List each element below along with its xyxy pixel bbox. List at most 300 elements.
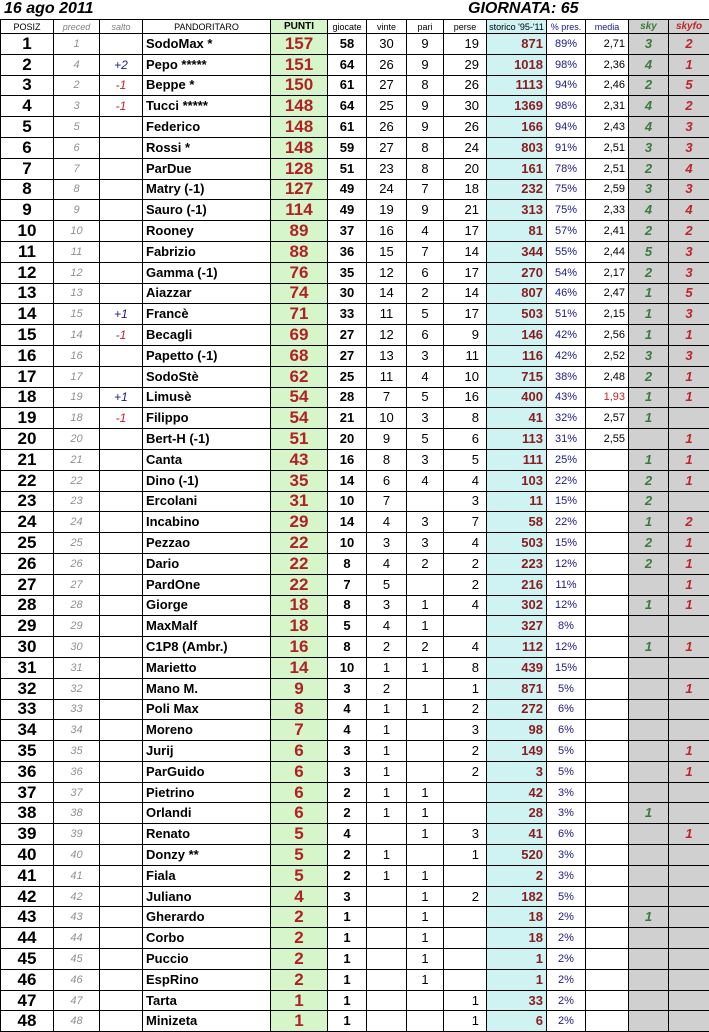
- cell-played: 1: [328, 949, 367, 970]
- cell-historic: 161: [487, 158, 547, 179]
- table-row: [1, 429, 709, 450]
- cell-previous-position: 44: [54, 928, 100, 949]
- cell-player-name: Incabino: [143, 512, 271, 533]
- cell-position: 11: [1, 241, 54, 262]
- cell-lost: [444, 803, 487, 824]
- cell-presence: 3%: [547, 782, 586, 803]
- cell-position-change: [100, 969, 143, 990]
- cell-points: 22: [271, 533, 328, 554]
- cell-skyfo: 1: [669, 429, 709, 450]
- cell-average: [586, 886, 629, 907]
- table-row: [1, 969, 709, 990]
- cell-historic: 327: [487, 616, 547, 637]
- cell-won: 9: [367, 429, 407, 450]
- cell-skyfo: 1: [669, 553, 709, 574]
- cell-played: 64: [328, 96, 367, 117]
- cell-played: 61: [328, 117, 367, 138]
- table-row: [1, 637, 709, 658]
- cell-played: 10: [328, 657, 367, 678]
- cell-presence: 43%: [547, 387, 586, 408]
- header-salto: salto: [100, 20, 143, 34]
- cell-position-change: [100, 262, 143, 283]
- cell-drawn: 1: [407, 928, 444, 949]
- cell-points: 4: [271, 886, 328, 907]
- cell-presence: 78%: [547, 158, 586, 179]
- cell-historic: 42: [487, 782, 547, 803]
- cell-points: 71: [271, 304, 328, 325]
- cell-presence: 54%: [547, 262, 586, 283]
- cell-position-change: -1: [100, 325, 143, 346]
- cell-sky: [629, 761, 669, 782]
- cell-position: 23: [1, 491, 54, 512]
- cell-player-name: MaxMalf: [143, 616, 271, 637]
- cell-lost: 3: [444, 491, 487, 512]
- cell-presence: 2%: [547, 907, 586, 928]
- cell-sky: 2: [629, 221, 669, 242]
- cell-historic: 2: [487, 865, 547, 886]
- cell-previous-position: 4: [54, 54, 100, 75]
- cell-points: 7: [271, 720, 328, 741]
- cell-lost: 16: [444, 387, 487, 408]
- cell-lost: 8: [444, 657, 487, 678]
- cell-player-name: SodoMax *: [143, 34, 271, 55]
- cell-lost: 3: [444, 720, 487, 741]
- cell-previous-position: 28: [54, 595, 100, 616]
- header-skyfo: skyfo: [669, 20, 709, 34]
- cell-position: 44: [1, 928, 54, 949]
- cell-played: 4: [328, 720, 367, 741]
- cell-skyfo: 3: [669, 304, 709, 325]
- cell-played: 10: [328, 491, 367, 512]
- cell-presence: 89%: [547, 34, 586, 55]
- cell-skyfo: [669, 616, 709, 637]
- cell-lost: 1: [444, 990, 487, 1011]
- cell-presence: 2%: [547, 1011, 586, 1032]
- cell-skyfo: 1: [669, 637, 709, 658]
- cell-player-name: Pietrino: [143, 782, 271, 803]
- cell-position: 48: [1, 1011, 54, 1032]
- cell-position-change: [100, 533, 143, 554]
- cell-lost: 2: [444, 699, 487, 720]
- cell-sky: 1: [629, 512, 669, 533]
- cell-won: 7: [367, 491, 407, 512]
- cell-player-name: Tucci *****: [143, 96, 271, 117]
- cell-presence: 11%: [547, 574, 586, 595]
- cell-skyfo: 1: [669, 387, 709, 408]
- cell-historic: 232: [487, 179, 547, 200]
- cell-presence: 31%: [547, 429, 586, 450]
- cell-presence: 5%: [547, 741, 586, 762]
- table-row: [1, 553, 709, 574]
- cell-position: 5: [1, 117, 54, 138]
- cell-sky: [629, 845, 669, 866]
- cell-position-change: [100, 449, 143, 470]
- cell-presence: 91%: [547, 137, 586, 158]
- cell-won: 12: [367, 262, 407, 283]
- header-storico: storico '95-'11: [487, 20, 547, 34]
- table-row: [1, 865, 709, 886]
- cell-sky: 3: [629, 179, 669, 200]
- cell-historic: 272: [487, 699, 547, 720]
- cell-skyfo: 3: [669, 262, 709, 283]
- cell-won: 16: [367, 221, 407, 242]
- cell-presence: 2%: [547, 928, 586, 949]
- cell-played: 64: [328, 54, 367, 75]
- cell-presence: 75%: [547, 200, 586, 221]
- cell-skyfo: [669, 803, 709, 824]
- cell-player-name: Francè: [143, 304, 271, 325]
- cell-won: 26: [367, 54, 407, 75]
- cell-position-change: [100, 574, 143, 595]
- cell-presence: 12%: [547, 637, 586, 658]
- cell-played: 3: [328, 741, 367, 762]
- cell-won: 12: [367, 325, 407, 346]
- cell-sky: [629, 949, 669, 970]
- cell-player-name: Renato: [143, 824, 271, 845]
- cell-played: 51: [328, 158, 367, 179]
- cell-won: 1: [367, 845, 407, 866]
- cell-played: 2: [328, 865, 367, 886]
- cell-historic: 216: [487, 574, 547, 595]
- header-posiz: POSIZ: [1, 20, 54, 34]
- cell-sky: 2: [629, 553, 669, 574]
- cell-played: 8: [328, 595, 367, 616]
- cell-skyfo: [669, 928, 709, 949]
- cell-historic: 1: [487, 969, 547, 990]
- cell-historic: 3: [487, 761, 547, 782]
- cell-drawn: [407, 491, 444, 512]
- cell-position: 2: [1, 54, 54, 75]
- cell-lost: 14: [444, 283, 487, 304]
- cell-drawn: 3: [407, 345, 444, 366]
- cell-previous-position: 37: [54, 782, 100, 803]
- cell-average: 2,47: [586, 283, 629, 304]
- table-row: [1, 75, 709, 96]
- cell-player-name: Rossi *: [143, 137, 271, 158]
- cell-player-name: Sauro (-1): [143, 200, 271, 221]
- cell-average: [586, 533, 629, 554]
- cell-position-change: [100, 949, 143, 970]
- cell-drawn: 1: [407, 699, 444, 720]
- cell-position: 14: [1, 304, 54, 325]
- cell-skyfo: 2: [669, 221, 709, 242]
- cell-average: [586, 699, 629, 720]
- cell-position: 46: [1, 969, 54, 990]
- cell-lost: 4: [444, 637, 487, 658]
- cell-sky: [629, 699, 669, 720]
- cell-position: 32: [1, 678, 54, 699]
- cell-skyfo: 3: [669, 117, 709, 138]
- table-row: [1, 241, 709, 262]
- cell-previous-position: 18: [54, 408, 100, 429]
- cell-position: 30: [1, 637, 54, 658]
- cell-drawn: 1: [407, 865, 444, 886]
- table-row: [1, 366, 709, 387]
- cell-played: 14: [328, 512, 367, 533]
- cell-average: 2,15: [586, 304, 629, 325]
- table-row: [1, 616, 709, 637]
- cell-sky: 1: [629, 907, 669, 928]
- cell-player-name: Federico: [143, 117, 271, 138]
- cell-player-name: ParGuido: [143, 761, 271, 782]
- cell-average: 2,44: [586, 241, 629, 262]
- cell-drawn: 3: [407, 449, 444, 470]
- cell-position: 21: [1, 449, 54, 470]
- cell-previous-position: 22: [54, 470, 100, 491]
- cell-points: 22: [271, 574, 328, 595]
- cell-played: 28: [328, 387, 367, 408]
- cell-player-name: Orlandi: [143, 803, 271, 824]
- table-row: [1, 34, 709, 55]
- cell-drawn: 2: [407, 637, 444, 658]
- cell-drawn: [407, 1011, 444, 1032]
- cell-drawn: 3: [407, 512, 444, 533]
- cell-previous-position: 23: [54, 491, 100, 512]
- cell-position-change: [100, 491, 143, 512]
- cell-skyfo: 1: [669, 761, 709, 782]
- cell-skyfo: [669, 845, 709, 866]
- table-row: [1, 262, 709, 283]
- cell-sky: 2: [629, 75, 669, 96]
- cell-won: 15: [367, 241, 407, 262]
- cell-position: 13: [1, 283, 54, 304]
- cell-won: 1: [367, 761, 407, 782]
- header-pres: % pres.: [547, 20, 586, 34]
- cell-previous-position: 11: [54, 241, 100, 262]
- cell-won: 27: [367, 137, 407, 158]
- cell-presence: 3%: [547, 803, 586, 824]
- cell-average: 2,46: [586, 75, 629, 96]
- cell-position-change: -1: [100, 408, 143, 429]
- table-row: [1, 179, 709, 200]
- table-row: [1, 949, 709, 970]
- cell-presence: 15%: [547, 657, 586, 678]
- cell-presence: 6%: [547, 699, 586, 720]
- cell-previous-position: 39: [54, 824, 100, 845]
- cell-historic: 715: [487, 366, 547, 387]
- cell-points: 148: [271, 96, 328, 117]
- cell-previous-position: 30: [54, 637, 100, 658]
- cell-sky: 1: [629, 449, 669, 470]
- cell-won: 1: [367, 865, 407, 886]
- cell-position-change: [100, 741, 143, 762]
- cell-previous-position: 25: [54, 533, 100, 554]
- cell-position-change: [100, 990, 143, 1011]
- cell-presence: 42%: [547, 345, 586, 366]
- cell-average: [586, 512, 629, 533]
- cell-position-change: [100, 200, 143, 221]
- cell-won: 14: [367, 283, 407, 304]
- cell-presence: 2%: [547, 949, 586, 970]
- header-name: PANDORITARO: [143, 20, 271, 34]
- table-row: [1, 221, 709, 242]
- cell-player-name: Giorge: [143, 595, 271, 616]
- cell-position: 45: [1, 949, 54, 970]
- cell-played: 30: [328, 283, 367, 304]
- table-row: [1, 1011, 709, 1032]
- cell-won: 2: [367, 678, 407, 699]
- cell-played: 1: [328, 969, 367, 990]
- cell-drawn: 7: [407, 241, 444, 262]
- cell-lost: 17: [444, 304, 487, 325]
- table-row: [1, 990, 709, 1011]
- cell-average: 2,17: [586, 262, 629, 283]
- table-header-row: [1, 20, 709, 34]
- cell-average: 2,48: [586, 366, 629, 387]
- cell-position: 28: [1, 595, 54, 616]
- cell-historic: 41: [487, 824, 547, 845]
- cell-drawn: 2: [407, 283, 444, 304]
- table-row: [1, 137, 709, 158]
- cell-points: 89: [271, 221, 328, 242]
- cell-drawn: [407, 761, 444, 782]
- cell-average: [586, 553, 629, 574]
- table-row: [1, 387, 709, 408]
- cell-previous-position: 24: [54, 512, 100, 533]
- cell-lost: 4: [444, 595, 487, 616]
- cell-skyfo: 1: [669, 54, 709, 75]
- cell-sky: 1: [629, 803, 669, 824]
- cell-average: [586, 782, 629, 803]
- cell-points: 5: [271, 824, 328, 845]
- cell-skyfo: [669, 408, 709, 429]
- cell-presence: 57%: [547, 221, 586, 242]
- cell-historic: 400: [487, 387, 547, 408]
- cell-skyfo: 3: [669, 137, 709, 158]
- cell-sky: 3: [629, 345, 669, 366]
- cell-sky: 2: [629, 491, 669, 512]
- cell-points: 151: [271, 54, 328, 75]
- cell-player-name: Gamma (-1): [143, 262, 271, 283]
- cell-played: 16: [328, 449, 367, 470]
- cell-position: 43: [1, 907, 54, 928]
- table-row: [1, 96, 709, 117]
- cell-points: 68: [271, 345, 328, 366]
- cell-average: 2,55: [586, 429, 629, 450]
- cell-points: 114: [271, 200, 328, 221]
- cell-skyfo: 1: [669, 574, 709, 595]
- table-row: [1, 907, 709, 928]
- cell-previous-position: 32: [54, 678, 100, 699]
- cell-drawn: 1: [407, 907, 444, 928]
- cell-drawn: 3: [407, 408, 444, 429]
- table-row: [1, 345, 709, 366]
- cell-presence: 6%: [547, 824, 586, 845]
- cell-points: 5: [271, 865, 328, 886]
- cell-sky: 3: [629, 137, 669, 158]
- cell-played: 4: [328, 824, 367, 845]
- cell-won: [367, 824, 407, 845]
- cell-played: 61: [328, 75, 367, 96]
- cell-won: 3: [367, 533, 407, 554]
- cell-average: [586, 761, 629, 782]
- cell-won: [367, 1011, 407, 1032]
- cell-won: 8: [367, 449, 407, 470]
- cell-average: 2,36: [586, 54, 629, 75]
- cell-position-change: [100, 907, 143, 928]
- cell-skyfo: 1: [669, 678, 709, 699]
- cell-player-name: Minizeta: [143, 1011, 271, 1032]
- cell-historic: 182: [487, 886, 547, 907]
- cell-drawn: [407, 990, 444, 1011]
- cell-drawn: 1: [407, 782, 444, 803]
- cell-points: 5: [271, 845, 328, 866]
- cell-skyfo: 1: [669, 470, 709, 491]
- cell-position: 9: [1, 200, 54, 221]
- cell-historic: 871: [487, 678, 547, 699]
- cell-lost: 7: [444, 512, 487, 533]
- cell-position: 15: [1, 325, 54, 346]
- cell-historic: 11: [487, 491, 547, 512]
- cell-lost: 2: [444, 553, 487, 574]
- cell-drawn: 4: [407, 470, 444, 491]
- cell-skyfo: 1: [669, 741, 709, 762]
- cell-points: 35: [271, 470, 328, 491]
- table-row: [1, 54, 709, 75]
- cell-average: [586, 928, 629, 949]
- cell-points: 157: [271, 34, 328, 55]
- cell-points: 76: [271, 262, 328, 283]
- cell-lost: 14: [444, 241, 487, 262]
- cell-lost: 2: [444, 574, 487, 595]
- cell-sky: [629, 678, 669, 699]
- cell-skyfo: 4: [669, 158, 709, 179]
- cell-previous-position: 45: [54, 949, 100, 970]
- cell-sky: 3: [629, 34, 669, 55]
- cell-skyfo: 2: [669, 96, 709, 117]
- cell-presence: 32%: [547, 408, 586, 429]
- cell-sky: [629, 1011, 669, 1032]
- cell-won: 5: [367, 574, 407, 595]
- cell-lost: 1: [444, 845, 487, 866]
- table-row: [1, 200, 709, 221]
- cell-player-name: ParDue: [143, 158, 271, 179]
- cell-drawn: 5: [407, 387, 444, 408]
- cell-drawn: 7: [407, 179, 444, 200]
- cell-won: [367, 886, 407, 907]
- cell-position-change: [100, 345, 143, 366]
- cell-sky: 1: [629, 325, 669, 346]
- cell-position: 17: [1, 366, 54, 387]
- cell-drawn: [407, 678, 444, 699]
- cell-previous-position: 48: [54, 1011, 100, 1032]
- cell-position-change: [100, 678, 143, 699]
- cell-skyfo: 5: [669, 75, 709, 96]
- cell-points: 148: [271, 137, 328, 158]
- cell-average: [586, 595, 629, 616]
- cell-sky: [629, 574, 669, 595]
- cell-lost: 3: [444, 824, 487, 845]
- cell-position: 8: [1, 179, 54, 200]
- table-row: [1, 803, 709, 824]
- cell-previous-position: 33: [54, 699, 100, 720]
- cell-lost: 10: [444, 366, 487, 387]
- cell-sky: 2: [629, 533, 669, 554]
- cell-historic: 302: [487, 595, 547, 616]
- cell-sky: 1: [629, 408, 669, 429]
- cell-presence: 12%: [547, 553, 586, 574]
- cell-drawn: 6: [407, 262, 444, 283]
- cell-position-change: [100, 221, 143, 242]
- cell-won: 30: [367, 34, 407, 55]
- cell-won: 4: [367, 553, 407, 574]
- cell-player-name: Corbo: [143, 928, 271, 949]
- cell-position-change: [100, 283, 143, 304]
- cell-lost: 26: [444, 75, 487, 96]
- cell-player-name: Becagli: [143, 325, 271, 346]
- cell-sky: 2: [629, 158, 669, 179]
- cell-average: [586, 449, 629, 470]
